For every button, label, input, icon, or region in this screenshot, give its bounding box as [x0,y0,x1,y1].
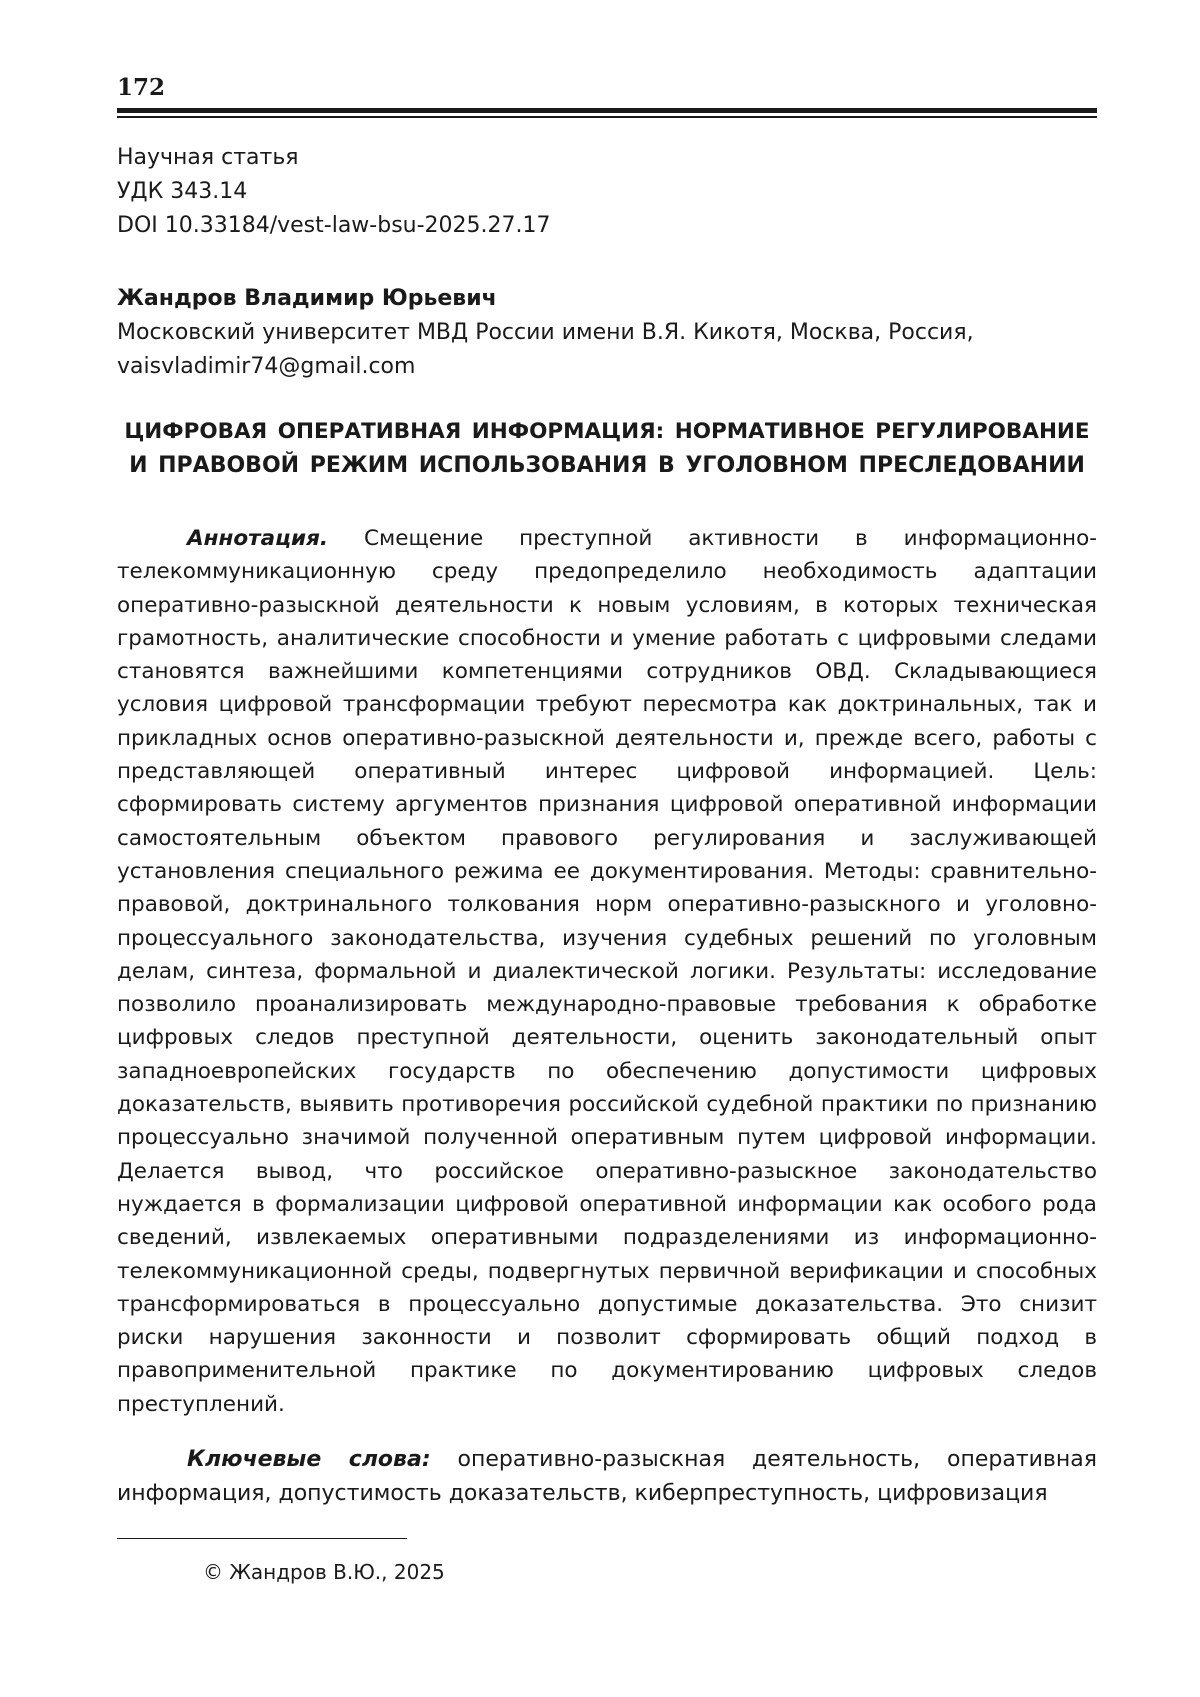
author-affiliation: Московский университет МВД России имени В.Я. Кикотя, Москва, Россия, [117,320,974,345]
abstract [117,522,1097,1421]
abstract-text: Смещение преступной активности в информационно-телекоммуникационную среду предопределило необходимость адаптации оперативно-разыскной деятельности к новым условиям, в которых техническая грамотность, аналитические способности и умение работать с цифровыми следами становятся важнейшими компетенциями сотрудников ОВД. Складывающиеся условия цифровой трансформации требуют пересмотра как доктринальных, так и прикладных основ оперативно-разыскной деятельности и, прежде всего, работы с представляющей оперативный интерес цифровой информацией. Цель: сформировать систему аргументов признания цифровой оперативной информации самостоятельным объектом правового регулирования и заслуживающей установления специального режима ее документирования. Методы: сравнительно-правовой, доктринального толкования норм оперативно-разыскного и уголовно-процессуального законодательства, изучения судебных решений по уголовным делам, синтеза, формальной и диалектической логики. Результаты: исследование позволило проанализировать международно-правовые требования к обработке цифровых следов преступной деятельности, оценить законодательный опыт западноевропейских государств по обеспечению допустимости цифровых доказательств, выявить противоречия российской судебной практики по признанию процессуально значимой полученной оперативным путем цифровой информации. Делается вывод, что российское оперативно-разыскное законодательство нуждается в формализации цифровой оперативной информации как особого рода сведений, извлекаемых оперативными подразделениями из информационно-телекоммуникационной среды, подвергнутых первичной верификации и способных трансформироваться в процессуально допустимые доказательства. Это снизит риски нарушения законности и позволит сформировать общий подход в правоприменительной практике по документированию цифровых следов преступлений. [117,526,1097,1417]
header-rule-secondary [117,116,1097,118]
author-block [117,282,1097,384]
abstract-label: Аннотация. [187,526,329,551]
keywords [117,1443,1097,1511]
copyright-note: © Жандров В.Ю., 2025 [203,1560,445,1584]
author-name: Жандров Владимир Юрьевич [117,286,497,311]
header-rule [117,108,1097,113]
article-type: Научная статья [117,145,299,170]
page-number: 172 [117,74,166,101]
keywords-text: оперативно-разыскная деятельность, оперативная информация, допустимость доказательств, киберпреступность, цифровизация [117,1447,1097,1506]
article-title-line-2: И ПРАВОВОЙ РЕЖИМ ИСПОЛЬЗОВАНИЯ В УГОЛОВНОМ ПРЕСЛЕДОВАНИИ [129,453,1085,478]
keywords-label: Ключевые слова: [187,1447,431,1472]
author-email: vaisvladimir74@gmail.com [117,354,416,379]
article-page [117,0,1097,1697]
article-title-line-1: ЦИФРОВАЯ ОПЕРАТИВНАЯ ИНФОРМАЦИЯ: НОРМАТИВНОЕ РЕГУЛИРОВАНИЕ [124,419,1090,444]
article-title [117,415,1097,483]
article-meta [117,141,1097,243]
footnote-rule [117,1538,407,1539]
doi: DOI 10.33184/vest-law-bsu-2025.27.17 [117,213,551,238]
udc-code: УДК 343.14 [117,179,248,204]
